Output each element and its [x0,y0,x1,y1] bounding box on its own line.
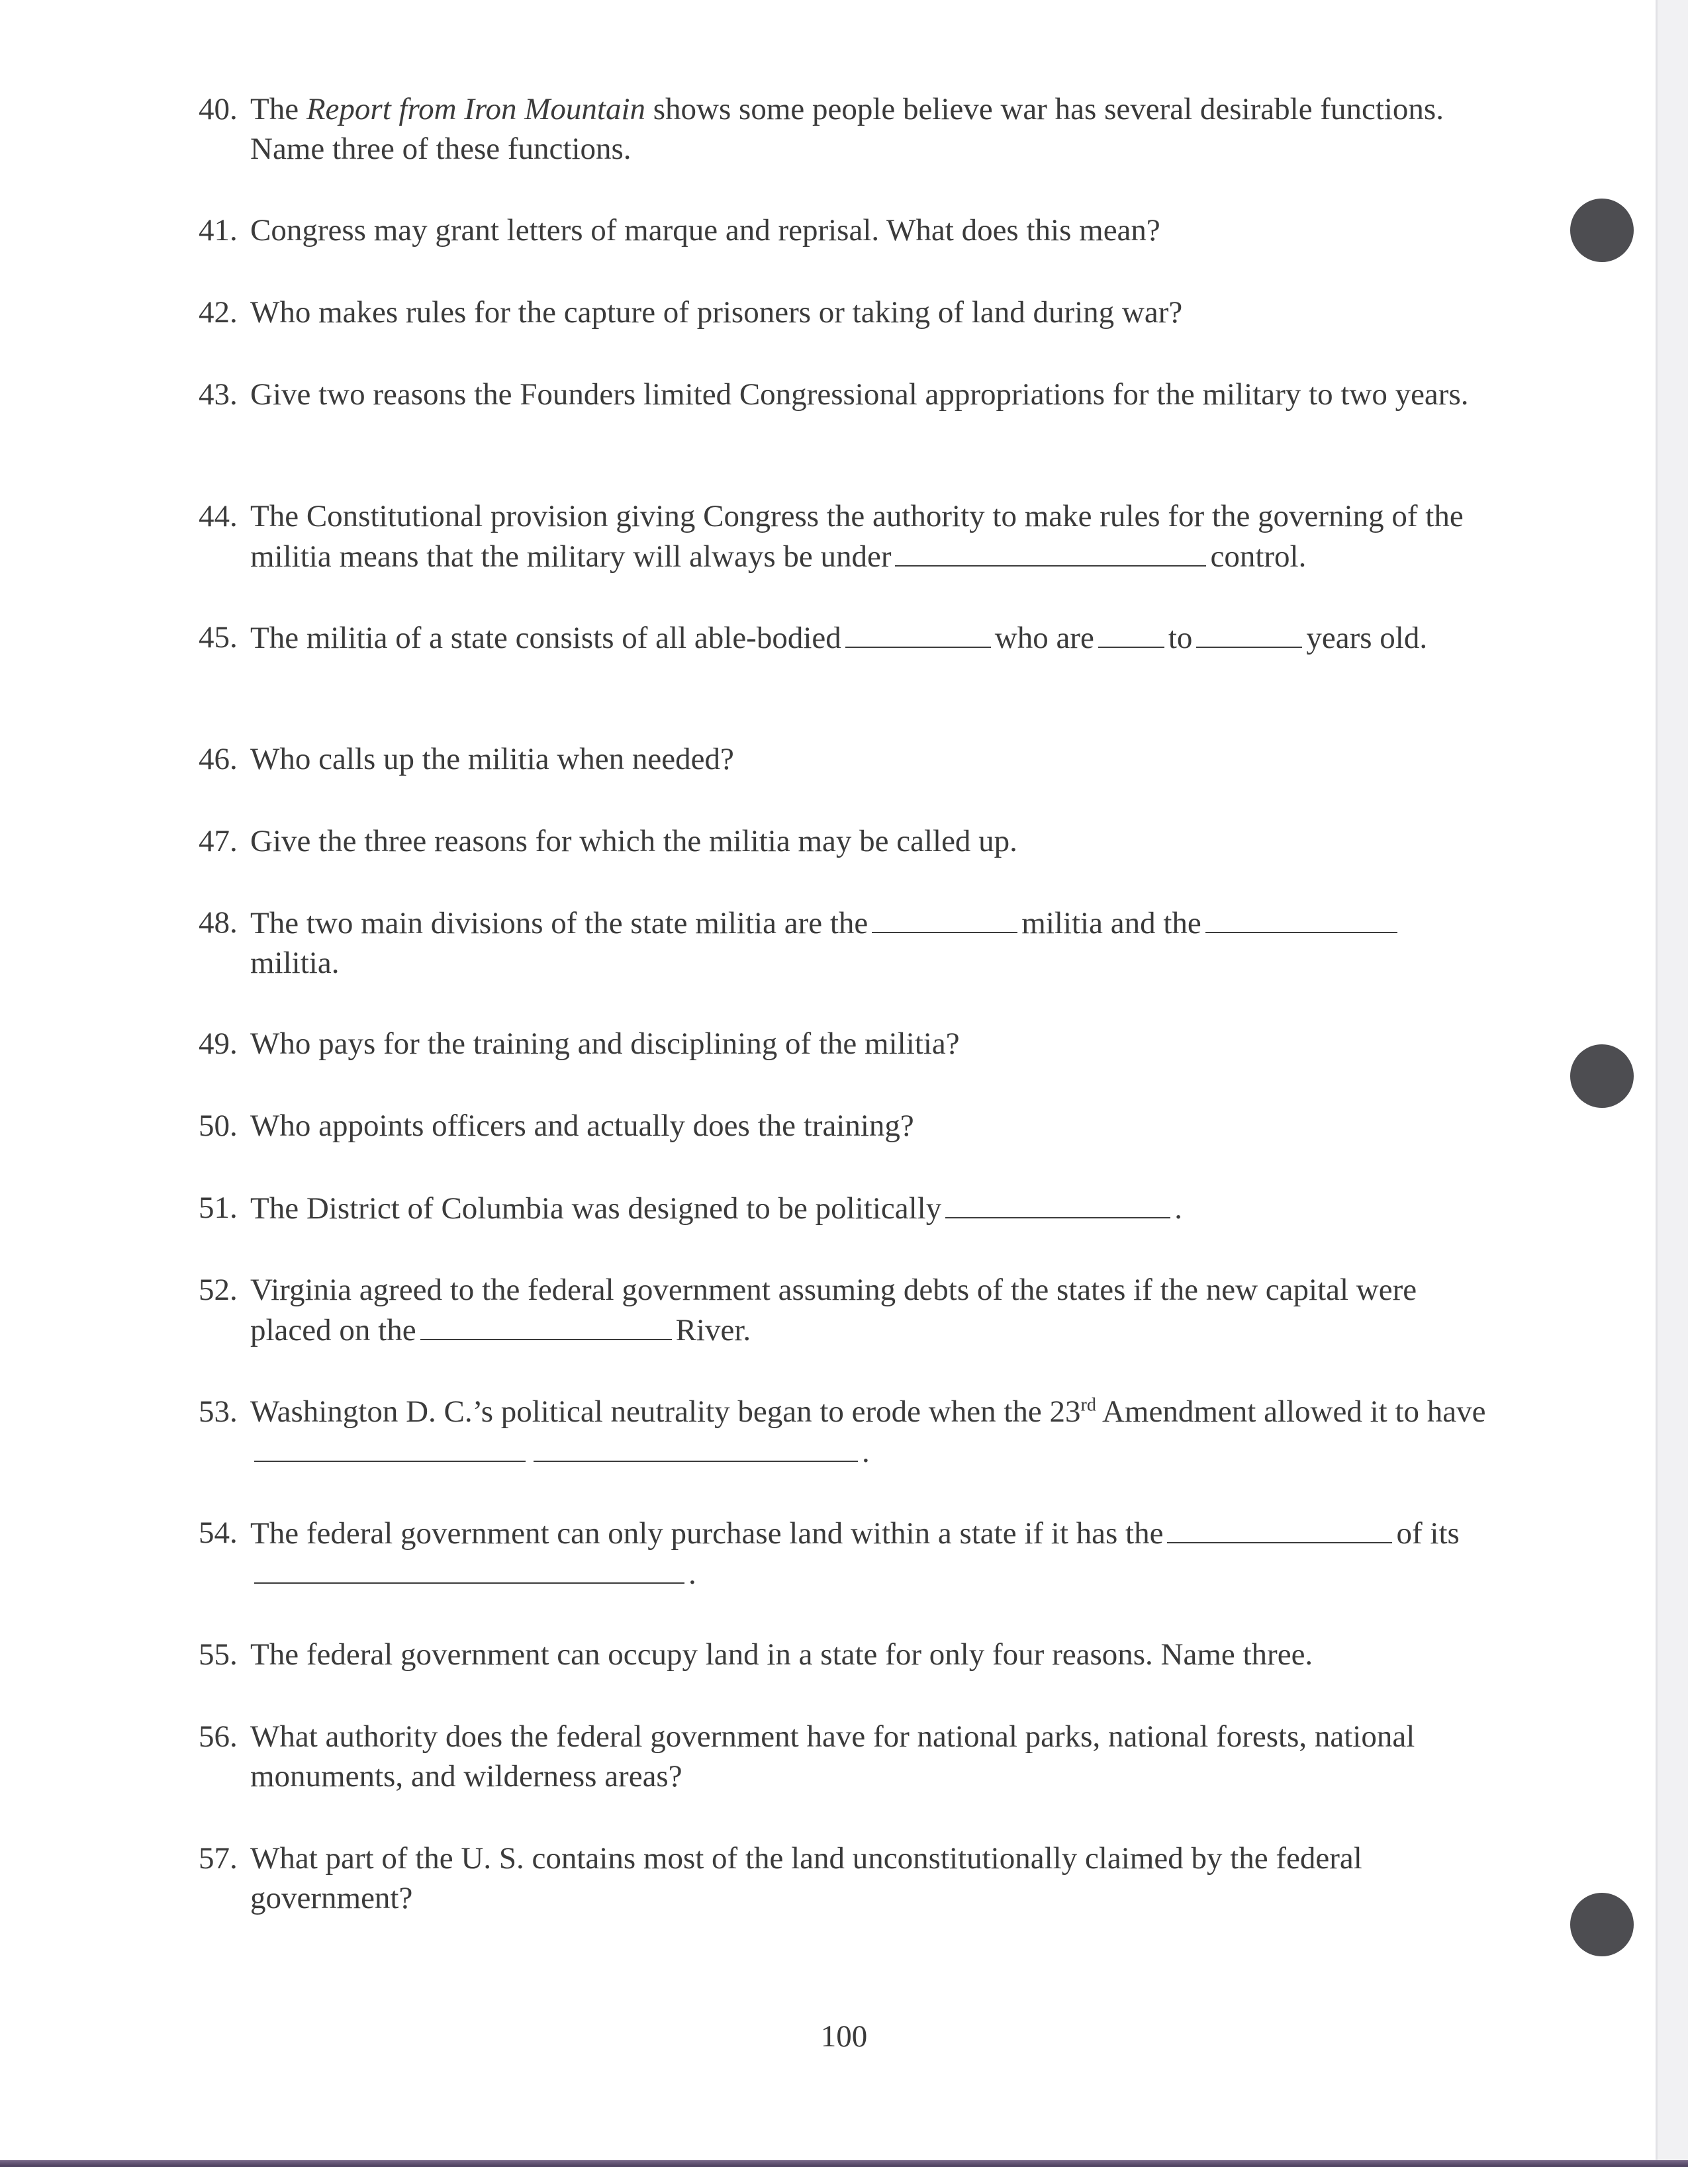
question-53 [199,1392,1496,1472]
binder-hole-bottom [1570,1893,1634,1956]
question-43 [199,375,1496,414]
question-number: 51. [199,1191,238,1225]
page-number: 100 [820,2019,868,2054]
question-40 [199,89,1496,169]
question-number: 45. [199,620,238,655]
question-number: 46. [199,742,238,776]
question-41 [199,210,1496,250]
answer-blank[interactable] [1098,617,1164,648]
question-text: Who appoints officers and actually does the training? [250,1109,914,1143]
question-number: 49. [199,1026,238,1061]
question-46 [199,739,1496,779]
question-number: 41. [199,213,238,248]
bottom-border [0,2160,1688,2167]
question-number: 42. [199,295,238,330]
answer-blank[interactable] [872,903,1017,933]
question-number: 54. [199,1516,238,1550]
question-56 [199,1717,1496,1796]
question-number: 55. [199,1637,238,1672]
question-number: 57. [199,1841,238,1876]
answer-blank[interactable] [254,1553,684,1584]
answer-blank[interactable] [895,536,1206,567]
answer-blank[interactable] [534,1432,858,1462]
answer-blank[interactable] [254,1432,526,1462]
question-51 [199,1188,1496,1228]
question-text: Give two reasons the Founders limited Congressional appropriations for the military to two years. [250,377,1469,412]
question-text: The militia of a state consists of all able-bodied who are to years old. [250,617,1496,658]
question-text: The federal government can occupy land in a state for only four reasons. Name three. [250,1637,1313,1672]
question-text: Virginia agreed to the federal government assuming debts of the states if the new capital were placed on the River. [250,1273,1417,1347]
question-number: 48. [199,905,238,940]
question-text: Who calls up the militia when needed? [250,742,734,776]
question-47 [199,821,1496,861]
question-57 [199,1839,1496,1918]
question-text: The Constitutional provision giving Congress the authority to make rules for the governing of the militia means that the military will always be under control. [250,499,1464,574]
question-42 [199,293,1496,332]
answer-blank[interactable] [945,1188,1170,1218]
answer-blank[interactable] [845,617,991,648]
question-text: The two main divisions of the state militia are the militia and the militia. [250,903,1496,983]
question-number: 50. [199,1109,238,1143]
question-number: 56. [199,1719,238,1754]
answer-blank[interactable] [1196,617,1302,648]
question-50 [199,1106,1496,1146]
answer-blank[interactable] [1167,1513,1392,1543]
answer-blank[interactable] [420,1310,672,1340]
question-text: What part of the U. S. contains most of the land unconstitutionally claimed by the federal government? [250,1841,1362,1915]
answer-blank[interactable] [1205,903,1397,933]
question-44 [199,496,1496,576]
question-48 [199,903,1496,983]
binder-hole-top [1570,199,1634,262]
report-title: Report from Iron Mountain [306,92,646,126]
ordinal-suffix: rd [1080,1394,1096,1416]
question-number: 52. [199,1273,238,1307]
question-45 [199,617,1496,658]
question-52 [199,1270,1496,1350]
question-text: Give the three reasons for which the militia may be called up. [250,824,1017,858]
question-54 [199,1513,1496,1594]
question-text: The District of Columbia was designed to be politically . [250,1188,1496,1228]
question-number: 53. [199,1394,238,1429]
binder-hole-middle [1570,1044,1634,1108]
question-text: The Report from Iron Mountain shows some people believe war has several desirable functions. Name three of these functions. [250,92,1444,166]
question-text: What authority does the federal government have for national parks, national forests, national monuments, and wilderness areas? [250,1719,1415,1794]
question-text: The federal government can only purchase land within a state if it has the of its. [250,1513,1496,1594]
question-text: Washington D. C.’s political neutrality began to erode when the 23rd Amendment allowed it to have. [250,1394,1486,1469]
question-text: Who pays for the training and disciplining of the militia? [250,1026,960,1061]
scanner-edge [1656,0,1688,2161]
question-number: 44. [199,499,238,533]
question-number: 40. [199,92,238,126]
question-text: Congress may grant letters of marque and reprisal. What does this mean? [250,213,1160,248]
question-49 [199,1024,1496,1064]
question-text: Who makes rules for the capture of prisoners or taking of land during war? [250,295,1183,330]
question-number: 43. [199,377,238,412]
question-55 [199,1635,1496,1674]
question-number: 47. [199,824,238,858]
